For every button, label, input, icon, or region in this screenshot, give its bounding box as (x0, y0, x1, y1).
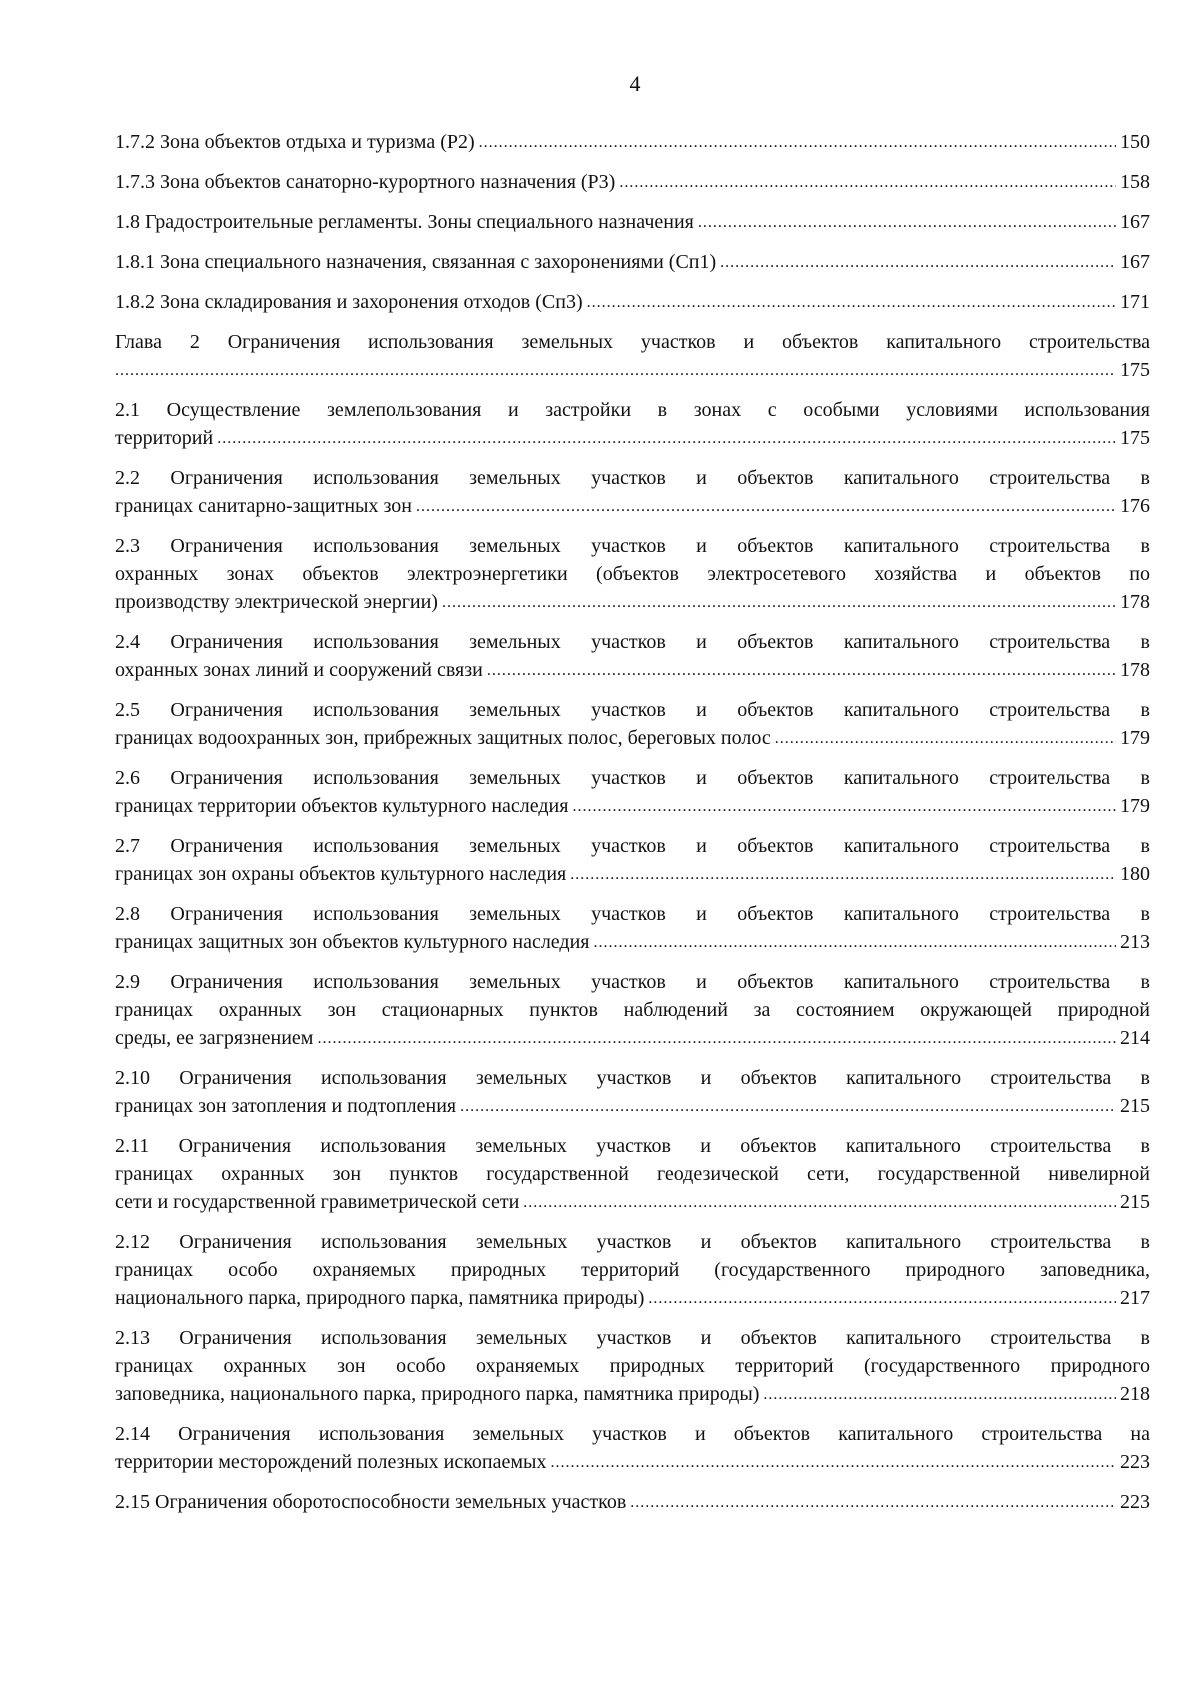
dot-leader (763, 1381, 1116, 1409)
toc-entry[interactable] (115, 1324, 1150, 1410)
dot-leader (217, 425, 1116, 453)
toc-page-number: 178 (1120, 659, 1150, 681)
toc-entry-line: 2.13 Ограничения использования земельных участков и объектов капитального строительства в (115, 1327, 1150, 1349)
dot-leader (572, 793, 1116, 821)
toc-entry-line: 2.1 Осуществление землепользования и застройки в зонах с особыми условиями использования (115, 399, 1150, 421)
toc-entry-line: 2.2 Ограничения использования земельных участков и объектов капитального строительства в (115, 467, 1150, 489)
dot-leader (570, 861, 1116, 889)
dot-leader (115, 357, 1116, 385)
toc-entry[interactable] (115, 396, 1150, 454)
toc-entry[interactable] (115, 248, 1150, 278)
toc-page-number: 215 (1120, 1095, 1150, 1117)
toc-entry[interactable] (115, 464, 1150, 522)
toc-entry-line: 2.8 Ограничения использования земельных участков и объектов капитального строительства в (115, 903, 1150, 925)
toc-entry[interactable] (115, 1420, 1150, 1478)
toc-entry[interactable] (115, 696, 1150, 754)
toc-entry[interactable] (115, 328, 1150, 386)
dot-leader (619, 169, 1116, 197)
toc-entry-line: 2.4 Ограничения использования земельных участков и объектов капитального строительства в (115, 631, 1150, 653)
toc-entry[interactable] (115, 832, 1150, 890)
toc-entry-line: 2.6 Ограничения использования земельных участков и объектов капитального строительства в (115, 767, 1150, 789)
toc-entry-line: 2.11 Ограничения использования земельных участков и объектов капитального строительства в (115, 1135, 1150, 1157)
toc-entry-title: заповедника, национального парка, природного парка, памятника природы) (115, 1383, 760, 1405)
toc-entry-line: границах охранных зон особо охраняемых природных территорий (государственного природного (115, 1355, 1150, 1377)
toc-entry-title: границах санитарно-защитных зон (115, 495, 412, 517)
toc-page-number: 167 (1120, 211, 1150, 233)
toc-entry-title: 1.7.2 Зона объектов отдыха и туризма (Р2) (115, 131, 475, 153)
toc-entry-line: границах особо охраняемых природных территорий (государственного природного заповедника, (115, 1259, 1150, 1281)
dot-leader (487, 657, 1116, 685)
toc-entry-title: 1.7.3 Зона объектов санаторно-курортного назначения (Р3) (115, 171, 616, 193)
toc-entry-title: производству электрической энергии) (115, 591, 438, 613)
toc-entry[interactable] (115, 1488, 1150, 1518)
toc-entry-title: среды, ее загрязнением (115, 1027, 314, 1049)
dot-leader (630, 1489, 1116, 1517)
toc-entry-title: границах зон охраны объектов культурного наследия (115, 863, 567, 885)
table-of-contents (115, 128, 1150, 1528)
toc-entry[interactable] (115, 168, 1150, 198)
toc-page-number: 223 (1120, 1451, 1150, 1473)
dot-leader (523, 1189, 1116, 1217)
toc-page-number: 176 (1120, 495, 1150, 517)
toc-entry-title: территорий (115, 427, 214, 449)
toc-entry-line: границах охранных зон пунктов государственной геодезической сети, государственной нивелирной (115, 1163, 1150, 1185)
dot-leader (460, 1093, 1116, 1121)
toc-entry-title: 1.8.2 Зона складирования и захоронения отходов (Сп3) (115, 291, 583, 313)
dot-leader (775, 725, 1116, 753)
toc-entry[interactable] (115, 900, 1150, 958)
toc-entry[interactable] (115, 1228, 1150, 1314)
toc-entry[interactable] (115, 628, 1150, 686)
toc-entry-title: границах водоохранных зон, прибрежных защитных полос, береговых полос (115, 727, 771, 749)
toc-page-number: 167 (1120, 251, 1150, 273)
toc-entry-title: границах защитных зон объектов культурного наследия (115, 931, 590, 953)
toc-entry-line: 2.14 Ограничения использования земельных участков и объектов капитального строительства на (115, 1423, 1150, 1445)
toc-entry-line: 2.12 Ограничения использования земельных участков и объектов капитального строительства в (115, 1231, 1150, 1253)
toc-entry-title: охранных зонах линий и сооружений связи (115, 659, 483, 681)
toc-page-number: 214 (1120, 1027, 1150, 1049)
toc-page-number: 215 (1120, 1191, 1150, 1213)
toc-entry[interactable] (115, 968, 1150, 1054)
toc-page-number: 150 (1120, 131, 1150, 153)
toc-page-number: 223 (1120, 1491, 1150, 1513)
toc-entry[interactable] (115, 532, 1150, 618)
dot-leader (648, 1285, 1116, 1313)
dot-leader (479, 129, 1116, 157)
toc-entry-line: 2.7 Ограничения использования земельных участков и объектов капитального строительства в (115, 835, 1150, 857)
dot-leader (720, 249, 1116, 277)
dot-leader (317, 1025, 1116, 1053)
dot-leader (587, 289, 1116, 317)
toc-entry-title: границах зон затопления и подтопления (115, 1095, 457, 1117)
toc-entry-line: 2.9 Ограничения использования земельных участков и объектов капитального строительства в (115, 971, 1150, 993)
toc-entry-line: границах охранных зон стационарных пунктов наблюдений за состоянием окружающей природной (115, 999, 1150, 1021)
toc-page-number: 213 (1120, 931, 1150, 953)
toc-entry-title: 2.15 Ограничения оборотоспособности земельных участков (115, 1491, 627, 1513)
dot-leader (416, 493, 1116, 521)
toc-page-number: 175 (1120, 359, 1150, 381)
toc-page-number: 180 (1120, 863, 1150, 885)
toc-entry[interactable] (115, 1064, 1150, 1122)
toc-entry-title: сети и государственной гравиметрической сети (115, 1191, 520, 1213)
toc-entry-line: Глава 2 Ограничения использования земельных участков и объектов капитального строительства (115, 331, 1150, 353)
toc-entry[interactable] (115, 764, 1150, 822)
toc-page-number: 179 (1120, 795, 1150, 817)
toc-entry-title: территории месторождений полезных ископаемых (115, 1451, 547, 1473)
dot-leader (442, 589, 1116, 617)
toc-entry-line: 2.3 Ограничения использования земельных участков и объектов капитального строительства в (115, 535, 1150, 557)
toc-entry-title: 1.8 Градостроительные регламенты. Зоны специального назначения (115, 211, 694, 233)
page-number: 4 (629, 71, 641, 96)
toc-entry-title: границах территории объектов культурного наследия (115, 795, 569, 817)
toc-page-number: 218 (1120, 1383, 1150, 1405)
toc-entry-line: 2.10 Ограничения использования земельных участков и объектов капитального строительства в (115, 1067, 1150, 1089)
dot-leader (550, 1449, 1116, 1477)
toc-page-number: 179 (1120, 727, 1150, 749)
toc-entry-line: охранных зонах объектов электроэнергетики (объектов электросетевого хозяйства и объектов по (115, 563, 1150, 585)
toc-entry[interactable] (115, 128, 1150, 158)
toc-entry[interactable] (115, 208, 1150, 238)
toc-page-number: 175 (1120, 427, 1150, 449)
toc-page-number: 217 (1120, 1287, 1150, 1309)
dot-leader (594, 929, 1117, 957)
toc-page-number: 158 (1120, 171, 1150, 193)
toc-entry-title: национального парка, природного парка, памятника природы) (115, 1287, 645, 1309)
toc-page-number: 171 (1120, 291, 1150, 313)
toc-entry[interactable] (115, 288, 1150, 318)
dot-leader (698, 209, 1116, 237)
toc-entry-title: 1.8.1 Зона специального назначения, связанная с захоронениями (Сп1) (115, 251, 717, 273)
toc-entry-line: 2.5 Ограничения использования земельных участков и объектов капитального строительства в (115, 699, 1150, 721)
toc-page-number: 178 (1120, 591, 1150, 613)
toc-entry[interactable] (115, 1132, 1150, 1218)
